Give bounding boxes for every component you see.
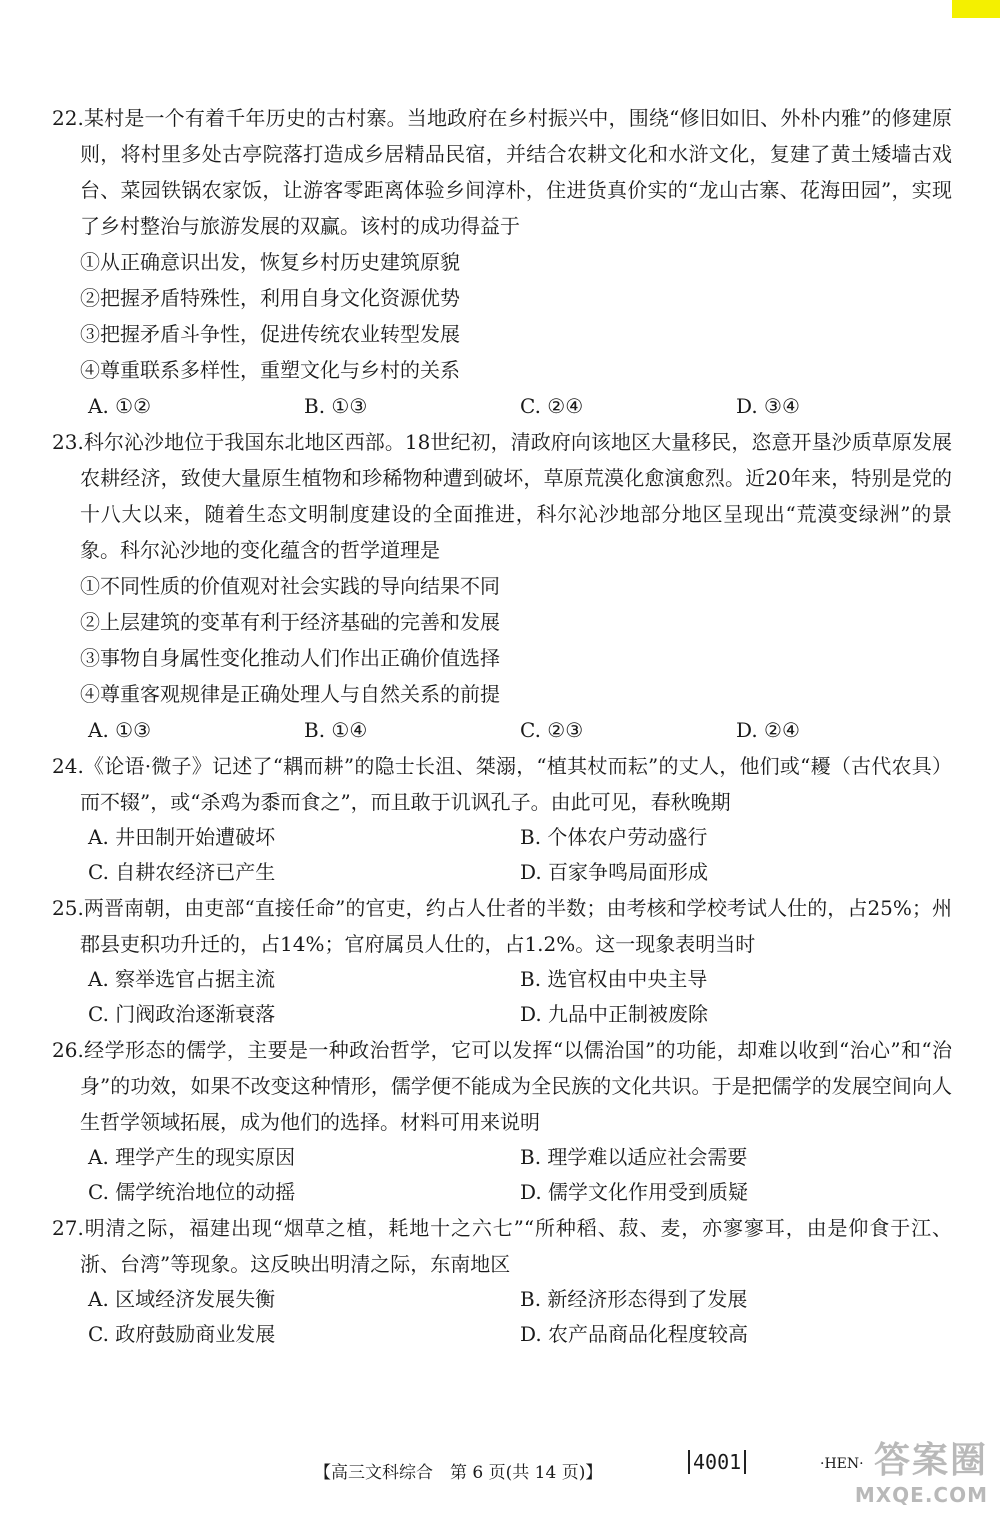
question-stem: 23.科尔沁沙地位于我国东北地区西部。18世纪初，清政府向该地区大量移民，恣意开垦沙质草原发展农耕经济，致使大量原生植物和珍稀物种遭到破坏，草原荒漠化愈演愈烈。近20年来，特别是党的十八大以来，随着生态文明制度建设的全面推进，科尔沁沙地部分地区呈现出“荒漠变绿洲”的景象。科尔沁沙地的变化蕴含的哲学道理是 bbox=[52, 430, 952, 562]
option-d: D. 儒学文化作用受到质疑 bbox=[520, 1180, 749, 1204]
option-c: C. 自耕农经济已产生 bbox=[88, 860, 276, 884]
question-stem: 27.明清之际，福建出现“烟草之植，耗地十之六七”“所种稻、菽、麦，亦寥寥耳，由是仰食于江、浙、台湾”等现象。这反映出明清之际，东南地区 bbox=[52, 1216, 952, 1276]
option-c: C. 儒学统治地位的动摇 bbox=[88, 1180, 296, 1204]
question-stem: 26.经学形态的儒学，主要是一种政治哲学，它可以发挥“以儒治国”的功能，却难以收到“治心”和“治身”的功效，如果不改变这种情形，儒学便不能成为全民族的文化共识。于是把儒学的发展空间向人生哲学领域拓展，成为他们的选择。材料可用来说明 bbox=[52, 1038, 952, 1134]
option-b: B. 个体农户劳动盛行 bbox=[520, 825, 708, 849]
option-a: A. 区域经济发展失衡 bbox=[88, 1287, 276, 1311]
option-c: C. ②④ bbox=[520, 394, 584, 418]
option-c: C. 政府鼓励商业发展 bbox=[88, 1322, 276, 1346]
option-b: B. 新经济形态得到了发展 bbox=[520, 1287, 748, 1311]
option-a: A. 理学产生的现实原因 bbox=[88, 1145, 296, 1169]
answer-options bbox=[52, 1282, 952, 1352]
option-b: B. ①③ bbox=[304, 394, 368, 418]
option-d: D. 百家争鸣局面形成 bbox=[520, 860, 709, 884]
region-mark: ·HEN· bbox=[820, 1456, 864, 1472]
option-a: A. 察举选官占据主流 bbox=[88, 967, 276, 991]
answer-options bbox=[52, 1140, 952, 1210]
answer-options bbox=[52, 820, 952, 890]
option-c: C. 门阀政治逐渐衰落 bbox=[88, 1002, 276, 1026]
statement: ②上层建筑的变革有利于经济基础的完善和发展 bbox=[80, 610, 500, 634]
statement: ②把握矛盾特殊性，利用自身文化资源优势 bbox=[80, 286, 460, 310]
question-stem: 24.《论语·微子》记述了“耦而耕”的隐士长沮、桀溺，“植其杖而耘”的丈人，他们或“耰（古代农具）而不辍”，或“杀鸡为黍而食之”，而且敢于讥讽孔子。由此可见，春秋晚期 bbox=[52, 754, 952, 814]
option-a: A. 井田制开始遭破坏 bbox=[88, 825, 276, 849]
option-a: A. ①② bbox=[88, 394, 152, 418]
question-stem: 22.某村是一个有着千年历史的古村寨。当地政府在乡村振兴中，围绕“修旧如旧、外朴内雅”的修建原则，将村里多处古亭院落打造成乡居精品民宿，并结合农耕文化和水浒文化，复建了黄土矮墙古戏台、菜园铁锅农家饭，让游客零距离体验乡间淳朴，住进货真价实的“龙山古寨、花海田园”，实现了乡村整治与旅游发展的双赢。该村的成功得益于 bbox=[52, 106, 952, 238]
statement: ①不同性质的价值观对社会实践的导向结果不同 bbox=[80, 574, 500, 598]
exam-code: 4001 bbox=[688, 1450, 746, 1474]
option-d: D. 农产品商品化程度较高 bbox=[520, 1322, 749, 1346]
option-d: D. 九品中正制被废除 bbox=[520, 1002, 709, 1026]
question-23 bbox=[52, 424, 952, 748]
answer-options bbox=[52, 962, 952, 1032]
question-26 bbox=[52, 1032, 952, 1210]
option-c: C. ②③ bbox=[520, 718, 584, 742]
watermark-url: MXQE.COM bbox=[854, 1483, 988, 1507]
option-d: D. ③④ bbox=[736, 394, 800, 418]
option-a: A. ①③ bbox=[88, 718, 152, 742]
option-b: B. 选官权由中央主导 bbox=[520, 967, 708, 991]
statement: ③事物自身属性变化推动人们作出正确价值选择 bbox=[80, 646, 500, 670]
answer-options bbox=[52, 712, 952, 748]
question-25 bbox=[52, 890, 952, 1032]
question-22 bbox=[52, 100, 952, 424]
statement: ③把握矛盾斗争性，促进传统农业转型发展 bbox=[80, 322, 460, 346]
statement: ④尊重联系多样性，重塑文化与乡村的关系 bbox=[80, 358, 460, 382]
corner-highlight bbox=[952, 0, 1000, 18]
option-b: B. 理学难以适应社会需要 bbox=[520, 1145, 748, 1169]
page-footer bbox=[0, 1448, 1000, 1488]
statement: ④尊重客观规律是正确处理人与自然关系的前提 bbox=[80, 682, 500, 706]
question-stem: 25.两晋南朝，由吏部“直接任命”的官吏，约占人仕者的半数；由考核和学校考试人仕的，占25%；州郡县吏积功升迁的，占14%；官府属员人仕的，占1.2%。这一现象表明当时 bbox=[52, 896, 952, 956]
option-b: B. ①④ bbox=[304, 718, 368, 742]
watermark-logo-text: 答案圈 bbox=[873, 1440, 988, 1481]
statement: ①从正确意识出发，恢复乡村历史建筑原貌 bbox=[80, 250, 460, 274]
footer-page-info: 【高三文科综合 第 6 页(共 14 页)】 bbox=[314, 1463, 603, 1483]
option-d: D. ②④ bbox=[736, 718, 800, 742]
site-watermark bbox=[855, 1432, 988, 1507]
question-list bbox=[52, 100, 952, 1352]
answer-options bbox=[52, 388, 952, 424]
question-24 bbox=[52, 748, 952, 890]
question-27 bbox=[52, 1210, 952, 1352]
